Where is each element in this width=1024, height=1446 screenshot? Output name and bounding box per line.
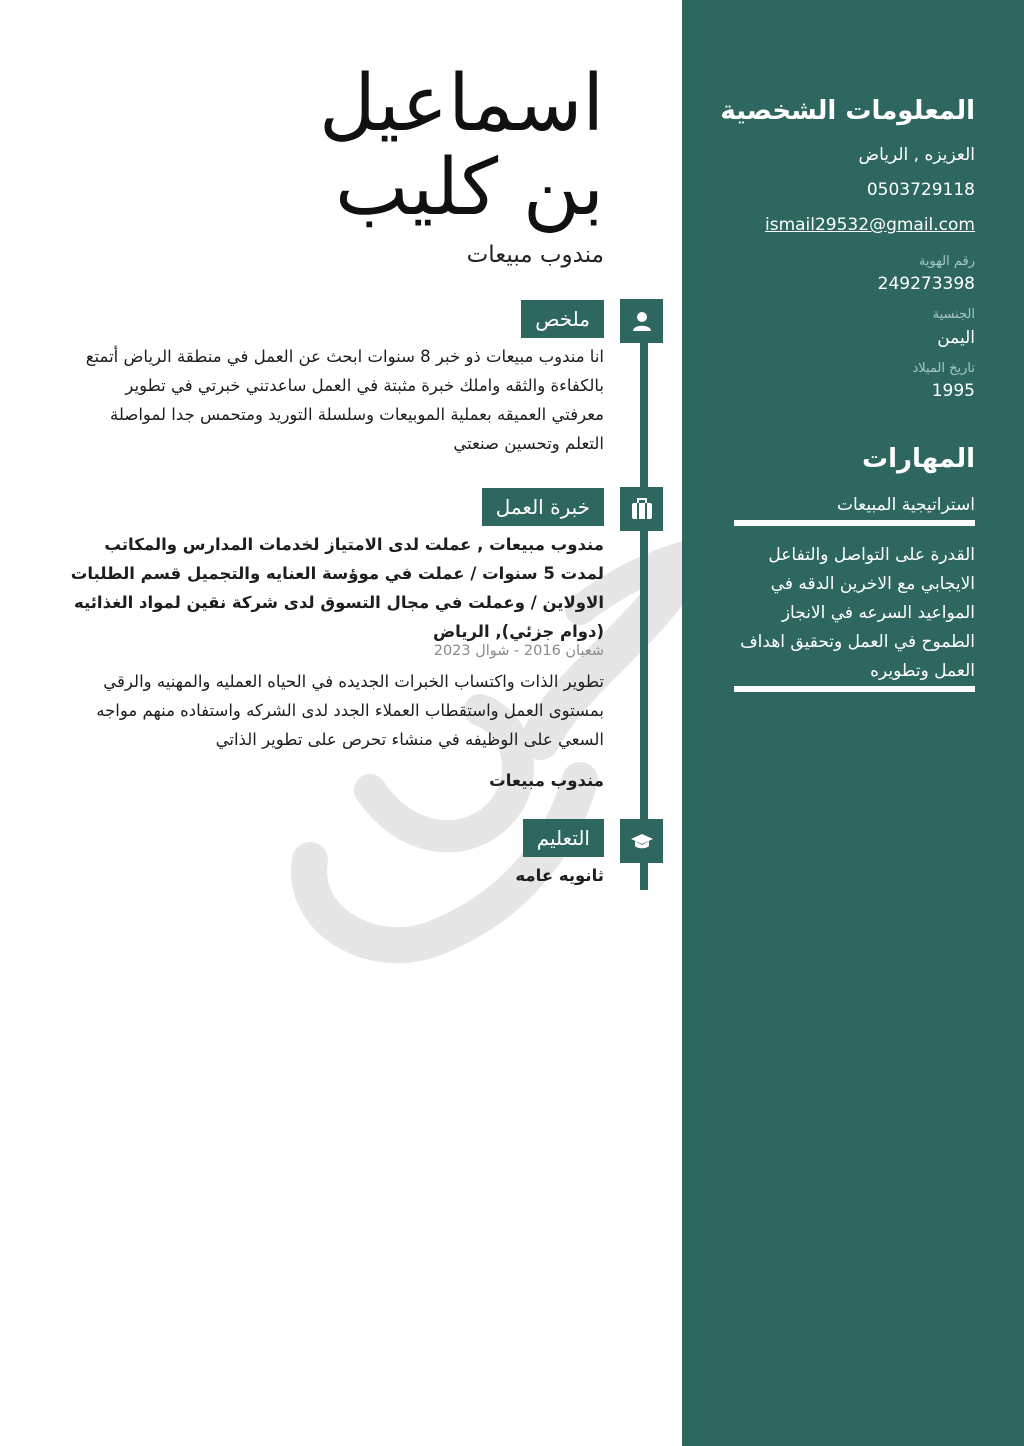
summary-text: انا مندوب مبيعات ذو خبر 8 سنوات ابحث عن العمل في منطقة الرياض أتمتع بالكفاءة والثقه واملك خبرة مثبتة في العمل ساعدتني خبرتي في تطوير معرفتي العميقه بعملية الموبيعات وسلسلة التوريد ومتحمس جدا لمواصلة التعلم وتحسين صنعتي <box>85 347 604 453</box>
location: العزيزه , الرياض <box>858 145 975 165</box>
sidebar <box>682 0 1024 1446</box>
skill-item: القدرة على التواصل والتفاعل الايجابي مع الاخرين الدقه في المواعيد السرعه في الانجاز الطموح في العمل وتحقيق اهداف العمل وتطويره <box>740 545 975 681</box>
phone: 0503729118 <box>866 180 975 200</box>
nationality-label: الجنسية <box>932 307 975 322</box>
experience-heading: خبرة العمل <box>482 488 604 526</box>
person-icon <box>620 299 663 343</box>
candidate-name: اسماعيل بن كليب <box>318 59 604 233</box>
birth-value: 1995 <box>931 381 975 401</box>
graduation-cap-icon <box>620 819 663 863</box>
briefcase-icon <box>620 487 663 531</box>
timeline-line <box>640 328 648 890</box>
id-value: 249273398 <box>877 274 975 294</box>
skill-bar <box>734 520 975 526</box>
nationality-value: اليمن <box>937 328 975 348</box>
experience-date: شعبان 2016 - شوال 2023 <box>433 643 604 659</box>
id-label: رقم الهوية <box>918 254 975 269</box>
job-title: مندوب مبيعات <box>466 242 604 268</box>
personal-info-heading: المعلومات الشخصية <box>720 96 975 126</box>
education-heading: التعليم <box>523 819 604 857</box>
education-degree: ثانويه عامه <box>515 866 604 885</box>
skill-bar <box>734 686 975 692</box>
experience-role: مندوب مبيعات <box>489 771 604 790</box>
experience-description: تطوير الذات واكتساب الخبرات الجديده في الحياه العمليه والمهنيه والرقي بمستوى العمل واستقطاب العملاء الجدد لدى الشركه واستفاده منهم مواجه السعي على الوظيفه في منشاء تحرص على تطوير الذاتي <box>96 672 604 749</box>
summary-heading: ملخص <box>521 300 604 338</box>
email-link[interactable]: ismail29532@gmail.com <box>764 215 975 235</box>
experience-title: مندوب مبيعات , عملت لدى الامتياز لخدمات المدارس والمكاتب لمدت 5 سنوات / عملت في موؤسة العنايه والتجميل قسم الطلبات الاولاين / وعملت في مجال التسوق لدى شركة نقين لمواد الغذائيه (دوام جزئي), الرياض <box>70 535 604 641</box>
birth-label: تاريخ الميلاد <box>912 361 975 376</box>
skills-heading: المهارات <box>861 444 975 474</box>
skill-item: استراتيجية المبيعات <box>836 495 975 515</box>
